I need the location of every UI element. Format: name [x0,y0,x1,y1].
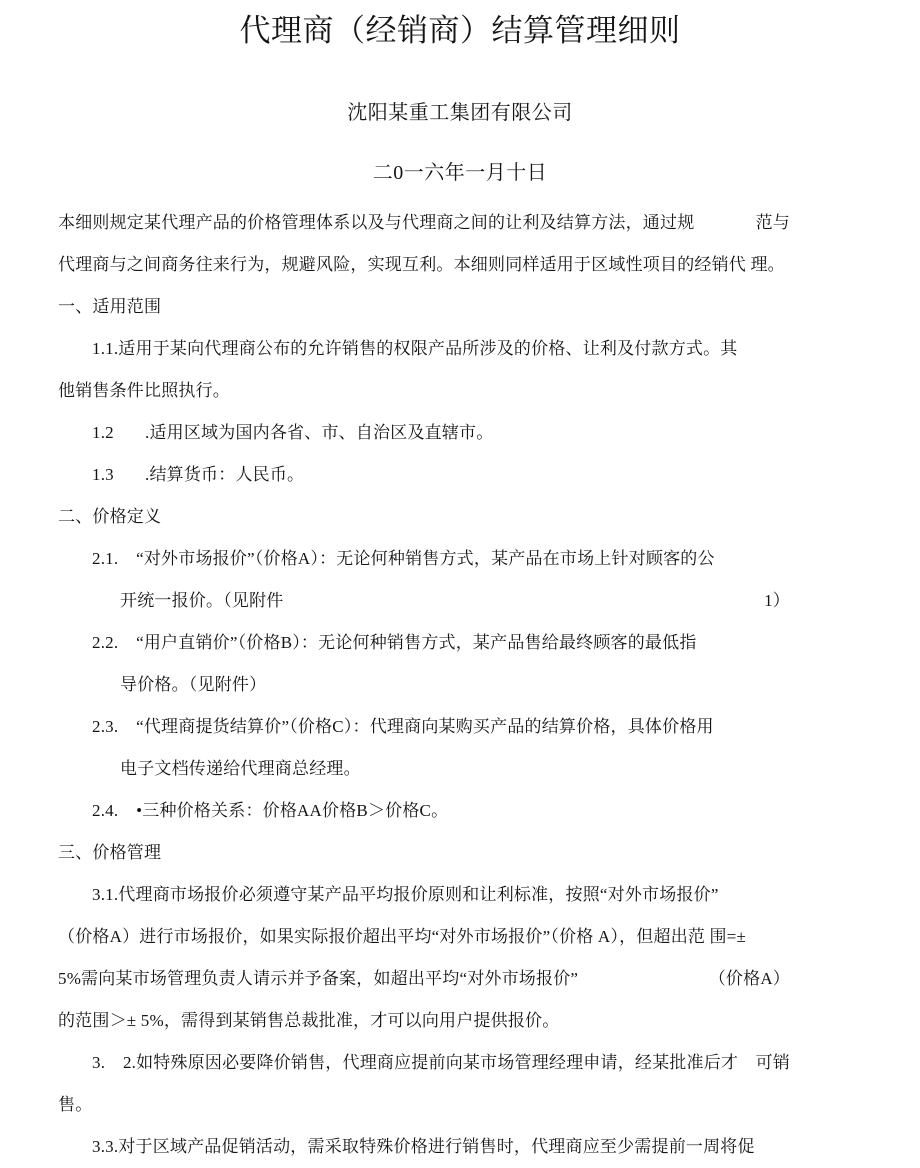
clause-2-2-line-2: 导价格。（见附件） [120,675,267,694]
page-title: 代理商（经销商）结算管理细则 [239,13,681,48]
clause-1-1-line-1: 1.1.适用于某向代理商公布的允许销售的权限产品所涉及的价格、让利及付款方式。其 [92,339,738,358]
clause-3-2-line-1-right: 可销 [755,1053,790,1072]
clause-1-2-line-1: 1.2 .适用区域为国内各省、市、自治区及直辖市。 [92,423,494,442]
section-heading-3: 三、价格管理 [58,843,162,862]
clause-2-1-line-2-left: 开统一报价。（见附件 [120,591,284,610]
clause-2-1-line-2 [0,580,920,622]
clause-3-2-line-1 [0,1042,920,1084]
preamble-line-1-left: 本细则规定某代理产品的价格管理体系以及与代理商之间的让利及结算方法，通过规 [58,213,695,232]
clause-2-3-line-1: 2.3. “代理商提货结算价”（价格C）：代理商向某购买产品的结算价格，具体价格用 [92,717,714,736]
clause-3-1-line-1: 3.1.代理商市场报价必须遵守某产品平均报价原则和让利标准，按照“对外市场报价” [92,885,719,904]
preamble-line-1 [0,202,920,244]
clause-3-1-line-3-left: 5%需向某市场管理负责人请示并予备案，如超出平均“对外市场报价” [58,969,579,988]
clause-2-1-attachment-number: 1） [764,591,790,610]
clause-3-2-line-1-left: 3. 2.如特殊原因必要降价销售，代理商应提前向某市场管理经理申请，经某批准后才 [92,1053,739,1072]
clause-2-2-line-1: 2.2. “用户直销价”（价格B）：无论何种销售方式，某产品售给最终顾客的最低指 [92,633,697,652]
preamble-line-1-right: 范与 [755,213,790,232]
section-heading-1: 一、适用范围 [58,297,162,316]
clause-3-1-line-2: （价格A）进行市场报价，如果实际报价超出平均“对外市场报价”（价格 A），但超出范 围=± [58,927,747,946]
document-date: 二0一六年一月十日 [372,162,548,184]
clause-3-3-line-1: 3.3.对于区域产品促销活动，需采取特殊价格进行销售时，代理商应至少需提前一周将促 [92,1137,755,1156]
clause-1-1-line-2: 他销售条件比照执行。 [58,381,230,400]
clause-2-1-line-1: 2.1. “对外市场报价”（价格A）：无论何种销售方式，某产品在市场上针对顾客的公 [92,549,715,568]
document-body [0,188,920,1168]
preamble-line-2: 代理商与之间商务往来行为，规避风险，实现互利。本细则同样适用于区域性项目的经销代 理。 [58,255,785,274]
clause-3-1-line-4: 的范围＞± 5%，需得到某销售总裁批准，才可以向用户提供报价。 [58,1011,560,1030]
clause-2-3-line-2: 电子文档传递给代理商总经理。 [120,759,361,778]
section-heading-2: 二、价格定义 [58,507,162,526]
clause-2-4-line-1: 2.4. •三种价格关系：价格AA价格B＞价格C。 [92,801,449,820]
clause-3-1-price-a-note: （价格A） [708,969,790,988]
clause-3-2-line-2: 售。 [58,1095,93,1114]
company-subtitle: 沈阳某重工集团有限公司 [347,102,573,124]
clause-1-3-line-1: 1.3 .结算货币：人民币。 [92,465,305,484]
clause-3-1-line-3 [0,958,920,1000]
